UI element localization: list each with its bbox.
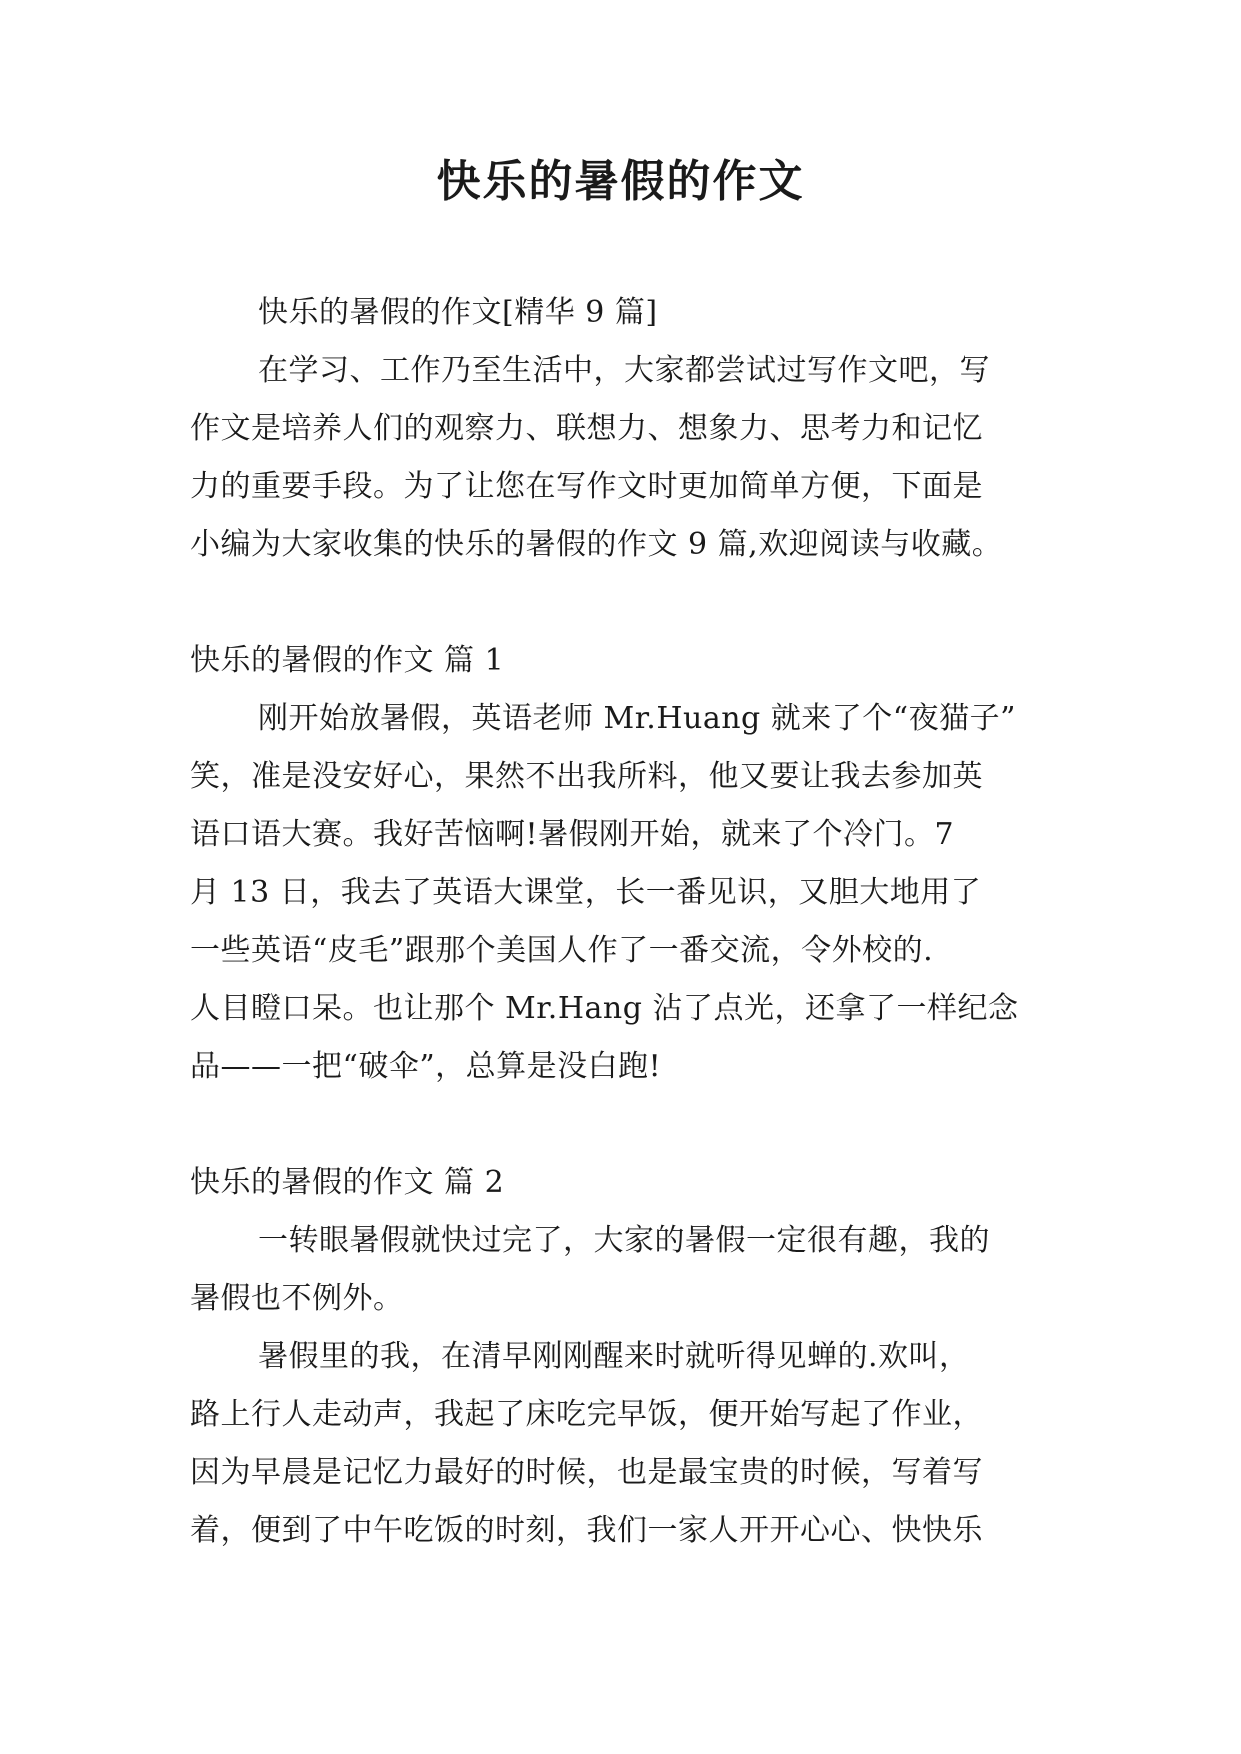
intro-line: 力的重要手段。为了让您在写作文时更加简单方便，下面是 [190,469,983,504]
section-1-line: 月 13 日，我去了英语大课堂，长一番见识，又胆大地用了 [190,875,982,910]
section-2-line: 一转眼暑假就快过完了，大家的暑假一定很有趣，我的 [258,1223,990,1258]
document-title: 快乐的暑假的作文 [436,156,805,207]
section-1-heading: 快乐的暑假的作文 篇 1 [190,643,505,678]
section-2-line: 着，便到了中午吃饭的时刻，我们一家人开开心心、快快乐 [190,1513,983,1548]
intro-line: 小编为大家收集的快乐的暑假的作文 9 篇,欢迎阅读与收藏。 [190,527,1003,562]
section-spacer [190,574,1058,632]
intro-subtitle: 快乐的暑假的作文[精华 9 篇] [258,295,658,330]
intro-line: 作文是培养人们的观察力、联想力、想象力、思考力和记忆 [190,411,983,446]
section-2-heading: 快乐的暑假的作文 篇 2 [190,1165,505,1200]
section-1-line: 品——一把“破伞”，总算是没白跑! [190,1049,662,1084]
section-1-line: 刚开始放暑假，英语老师 Mr.Huang 就来了个“夜猫子” [258,701,1016,736]
section-1-line: 笑，准是没安好心，果然不出我所料，他又要让我去参加英 [190,759,983,794]
document-body [190,284,1058,1560]
section-2-line: 暑假里的我，在清早刚刚醒来时就听得见蝉的.欢叫， [258,1339,970,1374]
section-1-line: 一些英语“皮毛”跟那个美国人作了一番交流，令外校的. [190,933,934,968]
section-2-line: 路上行人走动声，我起了床吃完早饭，便开始写起了作业， [190,1397,983,1432]
section-2-line: 暑假也不例外。 [190,1281,404,1316]
section-2-line: 因为早晨是记忆力最好的时候，也是最宝贵的时候，写着写 [190,1455,983,1490]
intro-line: 在学习、工作乃至生活中，大家都尝试过写作文吧，写 [258,353,990,388]
section-1-line: 人目瞪口呆。也让那个 Mr.Hang 沾了点光，还拿了一样纪念 [190,991,1019,1026]
section-spacer [190,1096,1058,1154]
section-1-line: 语口语大赛。我好苦恼啊!暑假刚开始，就来了个冷门。7 [190,817,955,852]
